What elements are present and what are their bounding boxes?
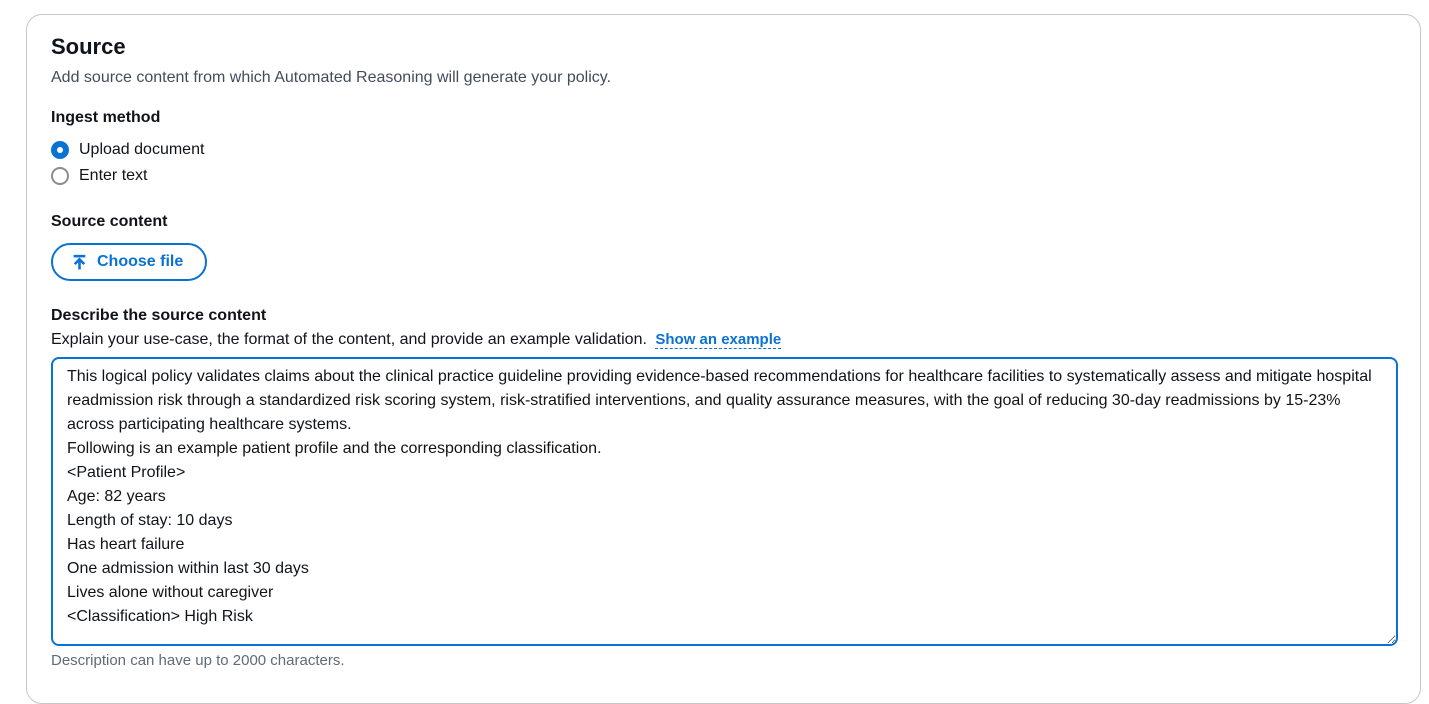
constraint-text: Description can have up to 2000 characters. (51, 652, 345, 669)
show-example-link[interactable]: Show an example (655, 331, 782, 348)
describe-source-label: Describe the source content (51, 307, 267, 324)
source-content-label: Source content (51, 213, 168, 230)
radio-enter-text-label: Enter text (79, 167, 148, 184)
radio-unselected-icon[interactable] (51, 167, 69, 185)
page-description: Add source content from which Automated Reasoning will generate your policy. (51, 69, 612, 86)
ingest-method-radio-group (51, 137, 1396, 189)
describe-source-textarea[interactable] (51, 357, 1398, 646)
source-panel (26, 14, 1421, 704)
choose-file-button[interactable] (51, 243, 207, 281)
upload-icon (71, 254, 88, 271)
radio-enter-text[interactable] (51, 163, 1396, 189)
choose-file-button-label: Choose file (97, 253, 184, 270)
describe-hint (51, 329, 1396, 351)
page-title: Source (51, 34, 126, 59)
describe-hint-text: Explain your use-case, the format of the content, and provide an example validation. (51, 331, 647, 348)
radio-upload-document-label: Upload document (79, 141, 205, 158)
radio-upload-document[interactable] (51, 137, 1396, 163)
radio-selected-icon[interactable] (51, 141, 69, 159)
ingest-method-label: Ingest method (51, 109, 161, 126)
